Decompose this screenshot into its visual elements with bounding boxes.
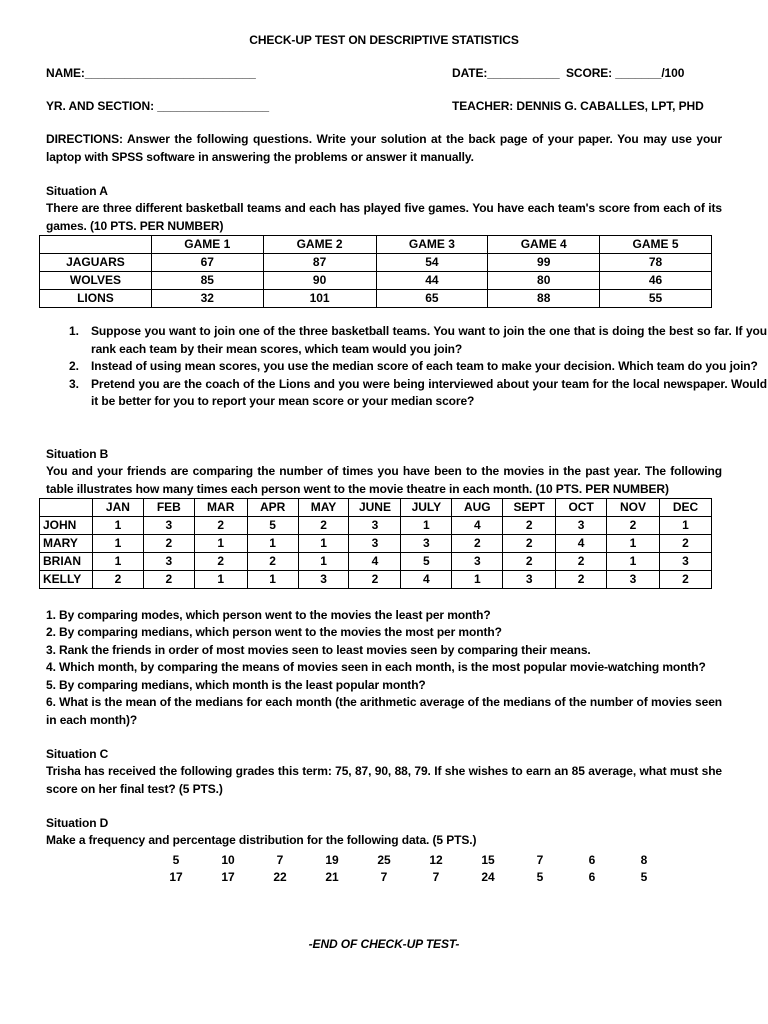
end-of-test-footer: -END OF CHECK-UP TEST-: [308, 937, 460, 951]
list-item: [69, 323, 767, 358]
table-cell: 3: [503, 571, 556, 589]
situation-b-question: 5. By comparing medians, which month is the least popular month?: [46, 678, 426, 692]
table-cell: 90: [263, 272, 376, 290]
table-cell: 1: [298, 553, 349, 571]
table-header-cell: JAN: [92, 499, 143, 517]
table-cell: 101: [263, 290, 376, 308]
table-cell: WOLVES: [40, 272, 152, 290]
table-header-row: [40, 236, 712, 254]
table-cell: 1: [607, 553, 660, 571]
table-cell: 4: [401, 571, 452, 589]
table-cell: 25: [377, 852, 391, 867]
table-cell: 2: [143, 535, 194, 553]
question-number: 3.: [69, 376, 79, 391]
situation-d-heading: Situation D: [46, 816, 109, 830]
situation-d-text: Make a frequency and percentage distribution for the following data. (5 PTS.): [46, 833, 477, 847]
table-header-cell: GAME 5: [600, 236, 712, 254]
basketball-scores-table: [39, 235, 712, 308]
table-header-cell: GAME 3: [376, 236, 488, 254]
table-cell: 3: [349, 517, 401, 535]
table-cell: 2: [556, 571, 607, 589]
table-row: [40, 254, 712, 272]
situation-b-question: 3. Rank the friends in order of most movies seen to least movies seen by comparing their means.: [46, 643, 591, 657]
table-header-cell: OCT: [556, 499, 607, 517]
table-cell: 2: [298, 517, 349, 535]
table-cell: 1: [92, 517, 143, 535]
table-cell: 3: [607, 571, 660, 589]
table-cell: 3: [659, 553, 711, 571]
table-header-cell: [40, 499, 93, 517]
movie-visits-table: [39, 498, 712, 589]
table-cell: 15: [481, 852, 495, 867]
table-cell: 1: [401, 517, 452, 535]
table-cell: 5: [247, 517, 298, 535]
table-cell: 44: [376, 272, 488, 290]
table-header-cell: JULY: [401, 499, 452, 517]
table-cell: 6: [588, 852, 596, 867]
table-cell: 67: [151, 254, 263, 272]
table-header-cell: GAME 1: [151, 236, 263, 254]
table-cell: 1: [247, 571, 298, 589]
table-row: [40, 535, 712, 553]
table-cell: 1: [298, 535, 349, 553]
table-header-row: [40, 499, 712, 517]
frequency-data-table: [150, 851, 670, 885]
list-item: [69, 376, 767, 411]
table-cell: 3: [298, 571, 349, 589]
situation-a-heading: Situation A: [46, 184, 108, 198]
table-cell: 2: [503, 553, 556, 571]
table-cell: 7: [432, 869, 440, 884]
question-number: 2.: [69, 359, 79, 373]
table-header-cell: APR: [247, 499, 298, 517]
situation-b-question: 4. Which month, by comparing the means of movies seen in each month, is the most popular movie-watching month?: [46, 660, 706, 674]
table-cell: 32: [151, 290, 263, 308]
table-row: [40, 571, 712, 589]
table-cell: 17: [221, 869, 235, 884]
table-cell: 3: [556, 517, 607, 535]
table-cell: 4: [452, 517, 503, 535]
list-item: [69, 358, 767, 376]
table-cell: BRIAN: [40, 553, 93, 571]
table-cell: 2: [194, 517, 247, 535]
situation-a-questions: [46, 323, 767, 411]
table-cell: 2: [194, 553, 247, 571]
table-cell: 3: [349, 535, 401, 553]
table-cell: 12: [429, 852, 443, 867]
table-cell: LIONS: [40, 290, 152, 308]
table-cell: 1: [247, 535, 298, 553]
table-cell: 7: [536, 852, 544, 867]
situation-c-text: Trisha has received the following grades this term: 75, 87, 90, 88, 79. If she wishes to earn an 85 average, what must she score on her final test? (5 PTS.): [46, 764, 722, 796]
table-cell: 7: [276, 852, 284, 867]
table-header-cell: GAME 2: [263, 236, 376, 254]
table-header-cell: JUNE: [349, 499, 401, 517]
table-cell: 99: [488, 254, 600, 272]
table-row: [40, 290, 712, 308]
table-header-cell: [40, 236, 152, 254]
table-cell: JOHN: [40, 517, 93, 535]
table-cell: 1: [92, 553, 143, 571]
table-cell: 7: [380, 869, 388, 884]
table-cell: 8: [640, 852, 648, 867]
table-cell: 2: [659, 535, 711, 553]
table-cell: 3: [143, 517, 194, 535]
table-row: [150, 868, 670, 885]
table-row: [40, 553, 712, 571]
table-cell: 2: [92, 571, 143, 589]
table-cell: 87: [263, 254, 376, 272]
table-cell: 1: [92, 535, 143, 553]
table-cell: 2: [556, 553, 607, 571]
table-cell: 85: [151, 272, 263, 290]
table-cell: 19: [325, 852, 339, 867]
table-cell: 2: [607, 517, 660, 535]
table-cell: 2: [349, 571, 401, 589]
table-cell: 6: [588, 869, 596, 884]
table-cell: JAGUARS: [40, 254, 152, 272]
situation-b-question: 1. By comparing modes, which person went to the movies the least per month?: [46, 608, 491, 622]
table-cell: 55: [600, 290, 712, 308]
table-cell: MARY: [40, 535, 93, 553]
table-cell: 4: [349, 553, 401, 571]
table-cell: 3: [143, 553, 194, 571]
table-row: [40, 272, 712, 290]
score-field: SCORE: _______/100: [566, 66, 685, 80]
teacher-label: TEACHER: DENNIS G. CABALLES, LPT, PHD: [452, 99, 704, 113]
table-cell: 2: [503, 535, 556, 553]
table-cell: 2: [503, 517, 556, 535]
table-cell: 3: [452, 553, 503, 571]
question-text: Instead of using mean scores, you use the median score of each team to make your decision. Which team do you join?: [91, 359, 758, 373]
table-cell: 1: [607, 535, 660, 553]
table-cell: 2: [143, 571, 194, 589]
table-header-cell: SEPT: [503, 499, 556, 517]
name-field: NAME:__________________________: [46, 66, 256, 80]
table-cell: 5: [640, 869, 648, 884]
table-cell: 65: [376, 290, 488, 308]
situation-b-question: 6. What is the mean of the medians for each month (the arithmetic average of the medians of the number of movies seen in each month)?: [46, 695, 722, 727]
table-row: [150, 851, 670, 868]
table-cell: 1: [659, 517, 711, 535]
table-header-cell: MAY: [298, 499, 349, 517]
table-cell: 17: [169, 869, 183, 884]
table-header-cell: NOV: [607, 499, 660, 517]
directions: DIRECTIONS: Answer the following questions. Write your solution at the back page of your paper. You may use your laptop with SPSS software in answering the problems or answer it manually.: [46, 132, 722, 164]
question-number: 1.: [69, 324, 79, 338]
situation-b-question: 2. By comparing medians, which person went to the movies the most per month?: [46, 625, 502, 639]
table-cell: 2: [659, 571, 711, 589]
table-cell: 46: [600, 272, 712, 290]
question-text: Pretend you are the coach of the Lions and you were being interviewed about your team for the local newspaper. Would it be better for you to report your mean score or your median score?: [91, 376, 767, 408]
table-cell: 5: [536, 869, 544, 884]
table-header-cell: FEB: [143, 499, 194, 517]
table-header-cell: AUG: [452, 499, 503, 517]
table-cell: KELLY: [40, 571, 93, 589]
table-cell: 10: [221, 852, 235, 867]
table-header-cell: DEC: [659, 499, 711, 517]
table-cell: 3: [401, 535, 452, 553]
situation-a-text: There are three different basketball teams and each has played five games. You have each team's score from each of its games. (10 PTS. PER NUMBER): [46, 201, 722, 233]
table-cell: 80: [488, 272, 600, 290]
table-cell: 54: [376, 254, 488, 272]
table-row: [40, 517, 712, 535]
table-cell: 2: [452, 535, 503, 553]
table-cell: 88: [488, 290, 600, 308]
table-header-cell: GAME 4: [488, 236, 600, 254]
table-cell: 1: [194, 571, 247, 589]
table-cell: 24: [481, 869, 495, 884]
date-field: DATE:___________: [452, 66, 560, 80]
situation-c-heading: Situation C: [46, 747, 109, 761]
table-cell: 22: [273, 869, 287, 884]
situation-b-heading: Situation B: [46, 447, 109, 461]
table-header-cell: MAR: [194, 499, 247, 517]
table-cell: 78: [600, 254, 712, 272]
table-cell: 1: [452, 571, 503, 589]
section-field: YR. AND SECTION: _________________: [46, 99, 269, 113]
table-cell: 1: [194, 535, 247, 553]
page-title: CHECK-UP TEST ON DESCRIPTIVE STATISTICS: [249, 33, 519, 47]
table-cell: 21: [325, 869, 339, 884]
question-text: Suppose you want to join one of the three basketball teams. You want to join the one that is doing the best so far. If you rank each team by their mean scores, which team would you join?: [91, 324, 767, 356]
table-cell: 4: [556, 535, 607, 553]
table-cell: 2: [247, 553, 298, 571]
table-cell: 5: [172, 852, 180, 867]
situation-b-text: You and your friends are comparing the number of times you have been to the movies in the past year. The following table illustrates how many times each person went to the movie theatre in each month. (10 PTS. PER NUMBER): [46, 464, 722, 496]
table-cell: 5: [401, 553, 452, 571]
